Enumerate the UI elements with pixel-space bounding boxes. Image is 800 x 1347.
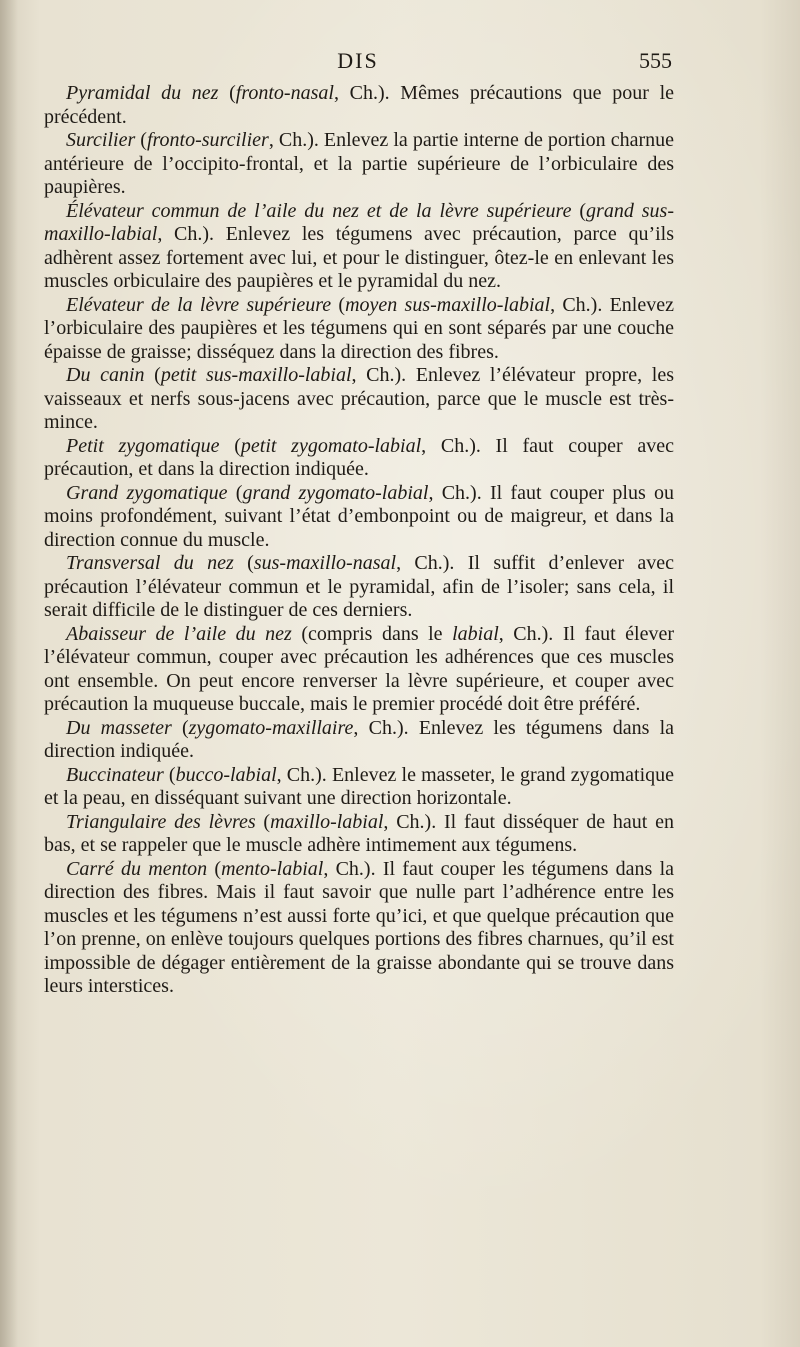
- paragraph-text: Il faut élever l’élévateur commun, couper avec précaution les adhérences que ces muscles ont ensemble. On peut encore renverser la lèvre supérieure, et couper avec précaution la muqueuse buccale, mais le premier procédé doit être préféré.: [44, 622, 675, 715]
- paragraph-text: Enlevez l’élévateur propre, les vaisseaux et nerfs sous-jacens avec précaution, parce que le muscle est très-mince.: [44, 364, 675, 433]
- paragraph-text: Enlevez la partie interne de portion charnue antérieure de l’occipito-frontal, et la partie supérieure de l’orbiculaire des paupières.: [44, 129, 674, 198]
- paragraph-triangulaire: Triangulaire des lèvres (maxillo-labial, Ch.). Il faut disséquer de haut en bas, et se rappeler que le muscle adhère intimement aux tégumens.: [44, 810, 674, 856]
- paragraph-transversal: Transversal du nez (sus-maxillo-nasal, Ch.). Il suffit d’enlever avec précaution l’élévateur commun et le pyramidal, afin de l’isoler; sans cela, il serait difficile de le distinguer de ces derniers.: [44, 552, 675, 621]
- paragraph-grand-zygomatique: Grand zygomatique (grand zygomato-labial, Ch.). Il faut couper plus ou moins profondément, suivant l’état d’embonpoint ou de maigreur, et dans la direction connue du muscle.: [44, 481, 674, 551]
- paragraph-text: Enlevez le masseter, le grand zygomatique et la peau, en disséquant suivant une direction horizontale.: [44, 763, 674, 809]
- paragraph-pyramidal: Pyramidal du nez (fronto-nasal, Ch.). Mêmes précautions que pour le précédent.: [44, 82, 674, 128]
- paragraph-buccinateur: Buccinateur (bucco-labial, Ch.). Enlevez le masseter, le grand zygomatique et la peau, en disséquant suivant une direction horizontale.: [44, 763, 674, 809]
- paragraph-petit-zygomatique: Petit zygomatique (petit zygomato-labial, Ch.). Il faut couper avec précaution, et dans la direction indiquée.: [44, 434, 674, 480]
- paragraph-text: Enlevez les tégumens dans la direction indiquée.: [44, 716, 674, 762]
- paragraph-elevateur-levre: Elévateur de la lèvre supérieure (moyen sus-maxillo-labial, Ch.). Enlevez l’orbiculaire des paupières et les tégumens qui en sont séparés par une couche épaisse de graisse; disséquez dans la direction des fibres.: [44, 293, 674, 363]
- muscle-name: Triangulaire des lèvres: [66, 810, 256, 833]
- muscle-name: Grand zygomatique: [66, 481, 228, 504]
- muscle-synonym: petit zygomato-labial: [240, 434, 422, 457]
- muscle-synonym: zygomato-maxillaire: [188, 716, 354, 739]
- muscle-synonym: moyen sus-maxillo-labial: [345, 293, 551, 316]
- paragraph-abaisseur: Abaisseur de l’aile du nez (compris dans le labial, Ch.). Il faut élever l’élévateur commun, couper avec précaution les adhérences que ces muscles ont ensemble. On peut encore renverser la lèvre supérieure, et couper avec précaution la muqueuse buccale, mais le premier procédé doit être préféré.: [44, 622, 675, 715]
- muscle-name: Elévateur de la lèvre supérieure: [66, 293, 332, 316]
- muscle-synonym: sus-maxillo-nasal: [253, 552, 397, 574]
- paragraph-masseter: Du masseter (zygomato-maxillaire, Ch.). Enlevez les tégumens dans la direction indiquée.: [44, 716, 674, 762]
- paragraph-text: Il faut couper plus ou moins profondément, suivant l’état d’embonpoint ou de maigreur, et dans la direction connue du muscle.: [44, 481, 674, 551]
- muscle-name: Du masseter: [66, 716, 172, 739]
- muscle-name: Surcilier: [66, 129, 136, 151]
- paragraph-text: Il suffit d’enlever avec précaution l’élévateur commun et le pyramidal, afin de l’isoler; sans cela, il serait difficile de le distinguer de ces derniers.: [44, 552, 675, 621]
- paragraph-carre-menton: Carré du menton (mento-labial, Ch.). Il faut couper les tégumens dans la direction des fibres. Mais il faut savoir que nulle part l’adhérence entre les muscles et les tégumens n’est aussi forte qu’ici, et que quelque précaution que l’on prenne, on enlève toujours quelques portions des fibres charnues, qu’il est impossible de dégager entièrement de la graisse abondante qui se trouve dans leurs interstices.: [44, 857, 674, 997]
- paragraph-text: Il faut couper les tégumens dans la direction des fibres. Mais il faut savoir que nulle part l’adhérence entre les muscles et les tégumens n’est aussi forte qu’ici, et que quelque précaution que l’on prenne, on enlève toujours quelques portions des fibres charnues, qu’il est impossible de dégager entièrement de la graisse abondante qui se trouve dans leurs interstices.: [44, 857, 674, 997]
- paragraph-text: Enlevez les tégumens avec précaution, parce qu’ils adhèrent assez fortement avec lui, et pour le distinguer, ôtez-le en enlevant les muscles orbiculaire des paupières et le pyramidal du nez.: [44, 223, 675, 292]
- muscle-synonym: petit sus-maxillo-labial: [160, 364, 352, 386]
- paragraph-text: Mêmes précautions que pour le précédent.: [44, 82, 674, 128]
- muscle-name: Du canin: [66, 364, 145, 386]
- paragraph-text: Enlevez l’orbiculaire des paupières et les tégumens qui en sont séparés par une couche épaisse de graisse; disséquez dans la direction des fibres.: [44, 293, 674, 363]
- muscle-synonym: labial: [452, 622, 499, 645]
- paragraph-text: Il faut couper avec précaution, et dans la direction indiquée.: [44, 434, 674, 480]
- paragraph-canin: Du canin (petit sus-maxillo-labial, Ch.). Enlevez l’élévateur propre, les vaisseaux et nerfs sous-jacens avec précaution, parce que le muscle est très-mince.: [44, 364, 675, 433]
- muscle-name: Élévateur commun de l’aile du nez et de la lèvre supérieure: [66, 199, 572, 222]
- running-head: [44, 48, 672, 78]
- muscle-name: Transversal du nez: [66, 552, 234, 574]
- page-body: [44, 82, 674, 999]
- muscle-name: Pyramidal du nez: [66, 82, 219, 104]
- muscle-synonym: fronto-surcilier: [146, 129, 269, 151]
- muscle-synonym: grand zygomato-labial: [242, 481, 429, 504]
- muscle-synonym: maxillo-labial: [270, 810, 384, 833]
- muscle-synonym: bucco-labial: [175, 763, 277, 786]
- muscle-name: Carré du menton: [66, 857, 208, 880]
- muscle-name: Petit zygomatique: [66, 434, 220, 457]
- gutter-shadow: [0, 0, 18, 1347]
- paragraph-text: Il faut disséquer de haut en bas, et se rappeler que le muscle adhère intimement aux tégumens.: [44, 810, 674, 856]
- muscle-name: Abaisseur de l’aile du nez: [66, 622, 292, 645]
- muscle-synonym: mento-labial: [221, 857, 324, 880]
- paragraph-elevateur-commun: Élévateur commun de l’aile du nez et de la lèvre supérieure (grand sus-maxillo-labial, Ch.). Enlevez les tégumens avec précaution, parce qu’ils adhèrent assez fortement avec lui, et pour le distinguer, ôtez-le en enlevant les muscles orbiculaire des paupières et le pyramidal du nez.: [44, 199, 675, 292]
- page-number: 555: [639, 48, 672, 73]
- muscle-synonym: grand sus-maxillo-labial: [44, 199, 674, 245]
- muscle-synonym: fronto-nasal: [235, 82, 334, 104]
- muscle-name: Buccinateur: [66, 763, 164, 786]
- muscle-note: compris dans le: [308, 622, 443, 645]
- paragraph-surcilier: Surcilier (fronto-surcilier, Ch.). Enlevez la partie interne de portion charnue antérieure de l’occipito-frontal, et la partie supérieure de l’orbiculaire des paupières.: [44, 129, 674, 198]
- running-head-title: DIS: [337, 48, 379, 73]
